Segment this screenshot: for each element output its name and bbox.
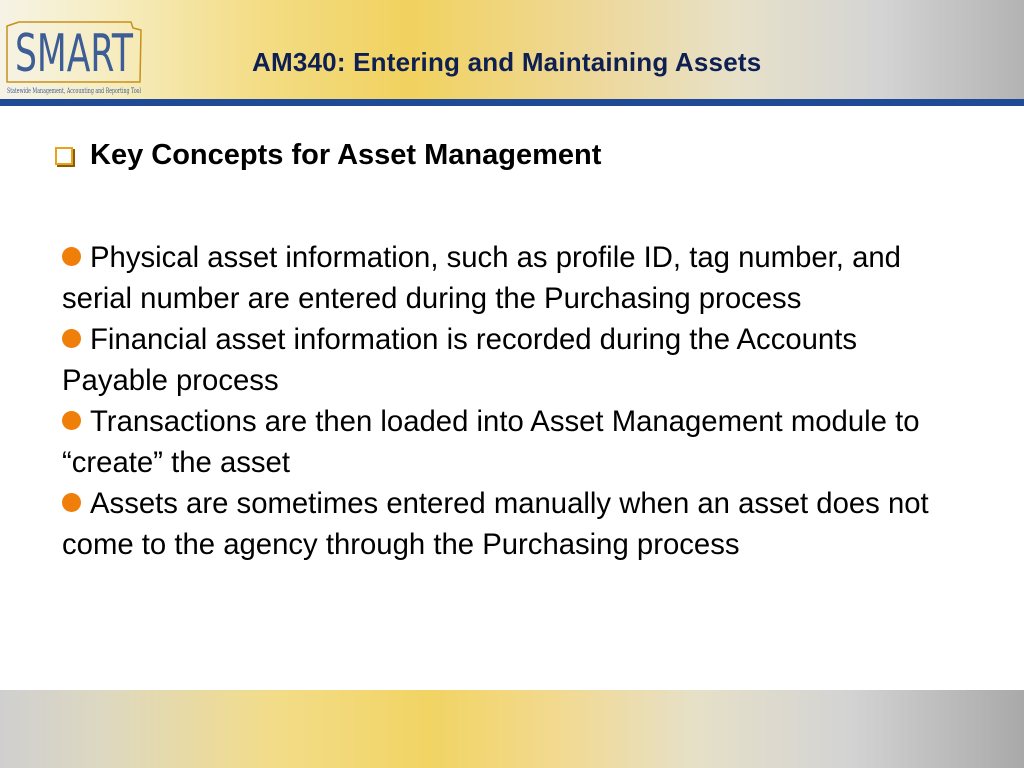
bullet-item — [62, 237, 962, 319]
checkbox-bullet-icon — [55, 147, 73, 165]
bullet-dot-icon — [62, 493, 81, 512]
bullet-item — [62, 483, 962, 565]
bullet-item — [62, 319, 962, 401]
header-band — [0, 0, 1024, 100]
bullet-dot-icon — [62, 411, 81, 430]
bullet-dot-icon — [62, 329, 81, 348]
bullet-text: Transactions are then loaded into Asset Management module to “create” the asset — [62, 405, 920, 479]
slide-title: AM340: Entering and Maintaining Assets — [252, 47, 762, 77]
bullet-list — [62, 237, 962, 565]
footer-band — [0, 690, 1024, 768]
header-divider — [0, 99, 1024, 106]
section-heading — [55, 137, 601, 173]
smart-logo — [5, 4, 145, 96]
logo-subtitle: Statewide Management, Accounting and Reporting Tool — [7, 86, 142, 95]
logo-wordmark: SMART — [15, 24, 134, 84]
section-heading-text: Key Concepts for Asset Management — [90, 138, 602, 171]
bullet-text: Physical asset information, such as profile ID, tag number, and serial number are entered during the Purchasing process — [62, 241, 901, 315]
bullet-text: Financial asset information is recorded during the Accounts Payable process — [62, 323, 858, 397]
bullet-text: Assets are sometimes entered manually when an asset does not come to the agency through the Purchasing process — [62, 487, 929, 561]
bullet-item — [62, 401, 962, 483]
bullet-dot-icon — [62, 247, 81, 266]
